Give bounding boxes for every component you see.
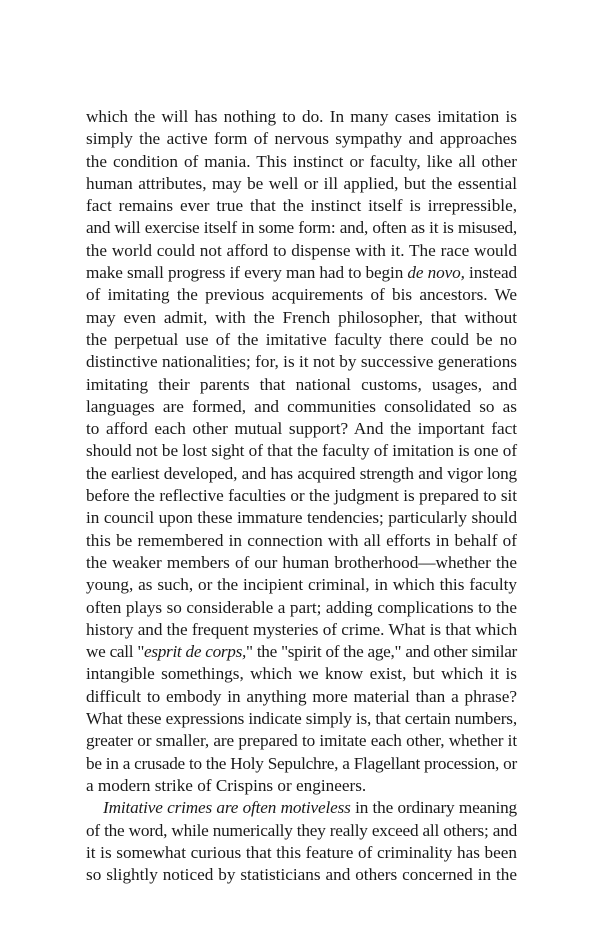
text-run: may even admit, with the French philosopher, that without [86, 307, 517, 327]
text-run: the world could not afford to dispense with it. The race would [86, 240, 517, 260]
text-line [86, 775, 517, 797]
text-line [86, 530, 517, 552]
italic-text: Imitative crimes are often motiveless [103, 798, 351, 818]
text-run: the earliest developed, and has acquired strength and vigor long [86, 463, 517, 483]
text-line [86, 217, 517, 239]
text-line [86, 151, 517, 173]
text-line [86, 820, 517, 842]
text-line [86, 240, 517, 262]
text-run: which the will has nothing to do. In many cases imitation is [86, 107, 517, 126]
italic-text: esprit de corps, [144, 642, 246, 662]
text-run: imitating their parents that national customs, usages, and [86, 374, 517, 394]
text-line [86, 730, 517, 752]
text-line [86, 284, 517, 306]
text-run: difficult to embody in anything more material than a phrase? [86, 686, 517, 706]
text-run: so slightly noticed by statisticians and others concerned in the [86, 865, 517, 885]
text-line [86, 307, 517, 329]
text-line [86, 641, 517, 663]
text-line [86, 128, 517, 150]
text-run: the weaker members of our human brotherhood—whether the [86, 552, 517, 572]
text-line [86, 106, 517, 128]
text-run: be in a crusade to the Holy Sepulchre, a Flagellant procession, or [86, 753, 517, 773]
text-line [86, 396, 517, 418]
text-line [86, 552, 517, 574]
text-run: this be remembered in connection with all efforts in behalf of [86, 530, 517, 550]
text-line [86, 374, 517, 396]
text-line [86, 597, 517, 619]
text-line [86, 440, 517, 462]
text-line [86, 574, 517, 596]
text-run: it is somewhat curious that this feature of criminality has been [86, 842, 517, 862]
text-line [86, 463, 517, 485]
text-line [86, 663, 517, 685]
text-line [86, 619, 517, 641]
text-run: and will exercise itself in some form: and, often as it is misused, [86, 218, 517, 238]
paragraph [86, 797, 517, 886]
text-run: make small progress if every man had to begin [86, 263, 408, 283]
text-run: distinctive nationalities; for, is it not by successive generations [86, 352, 517, 372]
text-line [86, 262, 517, 284]
text-run: in the ordinary meaning [350, 798, 517, 818]
text-line [86, 864, 517, 886]
paragraph [86, 106, 517, 797]
text-run: simply the active form of nervous sympathy and approaches [86, 129, 517, 149]
text-line [86, 842, 517, 864]
text-run: languages are formed, and communities consolidated so as [86, 396, 517, 416]
text-line [86, 195, 517, 217]
text-run: instead [464, 263, 518, 283]
text-line [86, 485, 517, 507]
text-line [86, 351, 517, 373]
text-run: of the word, while numerically they really exceed all others; and [86, 820, 517, 840]
text-run: in council upon these immature tendencies; particularly should [86, 508, 517, 528]
italic-text: de novo, [407, 263, 465, 283]
text-line [86, 797, 517, 819]
text-run: history and the frequent mysteries of crime. What is that which [86, 619, 517, 639]
text-run: often plays so considerable a part; adding complications to the [86, 597, 517, 617]
text-run: human attributes, may be well or ill applied, but the essential [86, 173, 517, 193]
text-line [86, 173, 517, 195]
text-run: greater or smaller, are prepared to imitate each other, whether it [86, 731, 517, 751]
text-line [86, 753, 517, 775]
text-run: What these expressions indicate simply is, that certain numbers, [86, 709, 517, 729]
text-run: young, as such, or the incipient criminal, in which this faculty [86, 575, 517, 595]
text-line [86, 329, 517, 351]
text-run: a modern strike of Crispins or engineers. [86, 775, 367, 795]
text-run: the condition of mania. This instinct or faculty, like all other [86, 151, 517, 171]
text-line [86, 418, 517, 440]
text-run: should not be lost sight of that the faculty of imitation is one of [86, 441, 517, 461]
text-run: of imitating the previous acquirements of bis ancestors. We [86, 285, 517, 305]
text-line [86, 686, 517, 708]
text-line [86, 708, 517, 730]
text-run: " the "spirit of the age," and other similar [245, 642, 517, 662]
text-line [86, 507, 517, 529]
text-run: to afford each other mutual support? And the important fact [86, 419, 517, 439]
text-run: intangible somethings, which we know exist, but which it is [86, 664, 517, 684]
text-run: fact remains ever true that the instinct itself is irrepressible, [86, 196, 517, 216]
text-run: the perpetual use of the imitative faculty there could be no [86, 329, 517, 349]
text-run: we call " [86, 642, 145, 662]
body-text [86, 106, 517, 886]
text-run: before the reflective faculties or the judgment is prepared to sit [86, 486, 517, 506]
